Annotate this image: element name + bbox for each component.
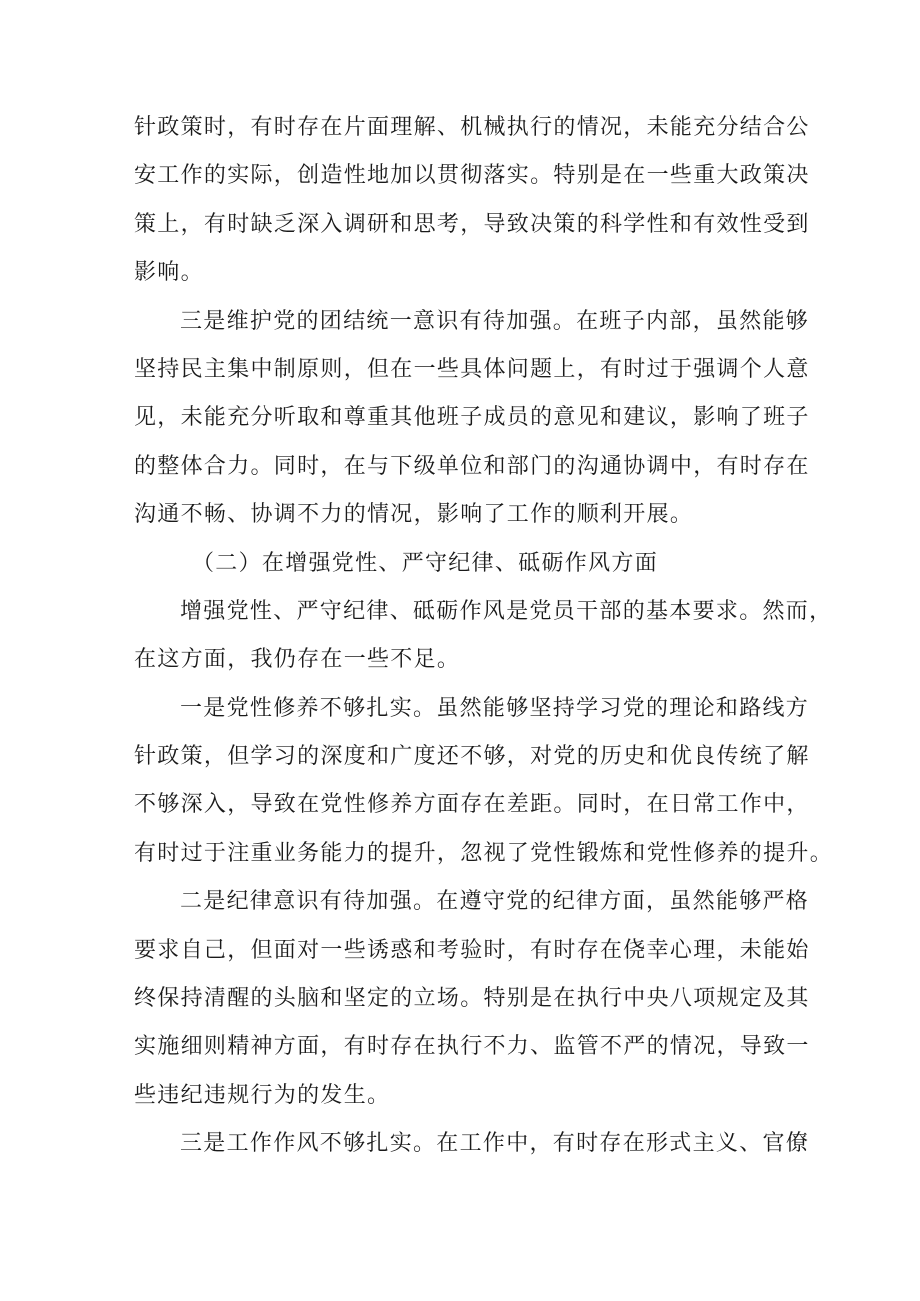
body-line: 的整体合力。同时，在与下级单位和部门的沟通协调中，有时存在: [134, 453, 810, 479]
body-line: 不够深入，导致在党性修养方面存在差距。同时，在日常工作中，: [134, 792, 810, 818]
body-line: 见，未能充分听取和尊重其他班子成员的意见和建议，影响了班子: [134, 405, 810, 431]
paragraph-start-line: 一是党性修养不够扎实。虽然能够坚持学习党的理论和路线方: [180, 695, 810, 721]
paragraph-start-line: 三是工作作风不够扎实。在工作中，有时存在形式主义、官僚: [180, 1131, 810, 1157]
paragraph-start-line: 三是维护党的团结统一意识有待加强。在班子内部，虽然能够: [180, 308, 810, 334]
body-line: 些违纪违规行为的发生。: [134, 1082, 391, 1108]
body-line: 安工作的实际，创造性地加以贯彻落实。特别是在一些重大政策决: [134, 163, 810, 189]
body-line: 针政策时，有时存在片面理解、机械执行的情况，未能充分结合公: [134, 115, 810, 140]
body-line: 坚持民主集中制原则，但在一些具体问题上，有时过于强调个人意: [134, 356, 810, 382]
paragraph-start-line: 二是纪律意识有待加强。在遵守党的纪律方面，虽然能够严格: [180, 889, 810, 915]
body-line: 针政策，但学习的深度和广度还不够，对党的历史和优良传统了解: [134, 744, 810, 770]
body-line: 实施细则精神方面，有时存在执行不力、监管不严的情况，导致一: [134, 1034, 810, 1060]
body-line: 策上，有时缺乏深入调研和思考，导致决策的科学性和有效性受到: [134, 211, 810, 237]
body-line: 影响。: [134, 260, 204, 286]
body-line: 在这方面，我仍存在一些不足。: [134, 647, 461, 673]
body-line: 终保持清醒的头脑和坚定的立场。特别是在执行中央八项规定及其: [134, 986, 810, 1012]
body-line: 有时过于注重业务能力的提升，忽视了党性锻炼和党性修养的提升。: [134, 840, 834, 866]
document-body: [134, 104, 834, 1169]
section-heading: （二）在增强党性、严守纪律、砥砺作风方面: [192, 550, 659, 576]
body-line: 要求自己，但面对一些诱惑和考验时，有时存在侥幸心理，未能始: [134, 937, 810, 963]
paragraph-start-line: 增强党性、严守纪律、砥砺作风是党员干部的基本要求。然而，: [180, 598, 833, 624]
body-line: 沟通不畅、协调不力的情况，影响了工作的顺利开展。: [134, 502, 694, 528]
